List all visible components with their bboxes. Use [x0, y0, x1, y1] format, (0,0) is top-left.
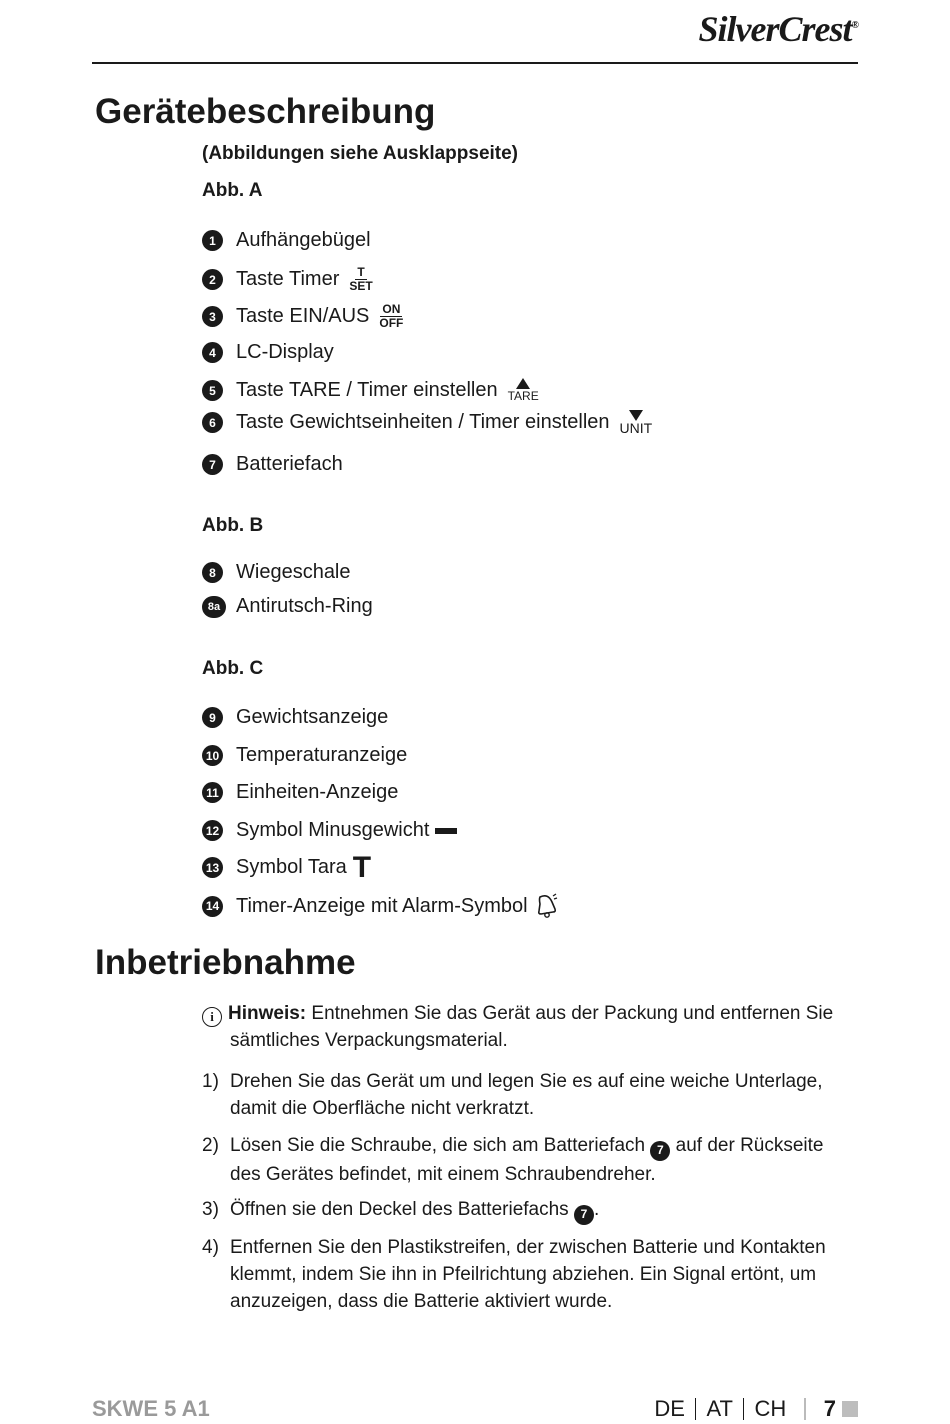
- footer-model-number: SKWE 5 A1: [92, 1396, 210, 1421]
- battery-compartment-ref: 7: [574, 1205, 594, 1225]
- list-item: [202, 706, 388, 729]
- country-code: DE: [654, 1396, 685, 1421]
- item-label: Antirutsch-Ring: [236, 595, 373, 617]
- figure-a-heading: Abb. A: [202, 180, 263, 201]
- list-item: [202, 341, 334, 364]
- list-item: [202, 781, 398, 804]
- list-item: [202, 744, 407, 767]
- step-item: 1) Drehen Sie das Gerät um und legen Sie es auf eine weiche Unterlage, damit die Oberfläche nicht verkratzt.: [202, 1071, 823, 1119]
- list-item: [202, 819, 457, 842]
- item-label: Batteriefach: [236, 453, 343, 475]
- alarm-bell-icon: [534, 893, 558, 919]
- list-item: [202, 595, 373, 618]
- item-number-badge: 9: [202, 707, 223, 728]
- item-number-badge: 13: [202, 857, 223, 878]
- item-number-badge: 14: [202, 896, 223, 917]
- page-number: 7: [823, 1396, 836, 1421]
- item-label: Einheiten-Anzeige: [236, 781, 399, 803]
- item-label: Symbol Tara: [236, 856, 347, 878]
- item-number-badge: 6: [202, 412, 223, 433]
- illustration-note: (Abbildungen siehe Ausklappseite): [202, 143, 519, 164]
- item-label: Wiegeschale: [236, 561, 351, 583]
- on-off-symbol-icon: ON OFF: [379, 302, 404, 330]
- item-number-badge: 12: [202, 820, 223, 841]
- page-marker-icon: [842, 1401, 858, 1417]
- figure-b-heading: Abb. B: [202, 515, 264, 536]
- item-label: Taste EIN/AUS: [236, 305, 370, 327]
- section-title-device-description: Gerätebeschreibung: [95, 92, 436, 131]
- item-label: Taste Timer: [236, 268, 340, 290]
- step-item: 3) Öffnen sie den Deckel des Batteriefachs 7 .: [202, 1196, 852, 1225]
- minus-weight-symbol-icon: [435, 828, 457, 834]
- hint-note: i Hinweis: Entnehmen Sie das Gerät aus der Packung und entfernen Sie sämtliches Verpackungsmaterial.: [202, 1000, 852, 1054]
- item-number-badge: 1: [202, 230, 223, 251]
- info-icon: i: [202, 1007, 222, 1027]
- list-item: [202, 410, 652, 435]
- list-item: [202, 893, 558, 919]
- item-label: Aufhängebügel: [236, 229, 371, 251]
- list-item: [202, 453, 343, 476]
- item-label: Gewichtsanzeige: [236, 706, 389, 728]
- tare-up-arrow-icon: TARE: [508, 378, 539, 403]
- header-divider: [92, 62, 858, 64]
- unit-down-arrow-icon: UNIT: [620, 410, 653, 435]
- battery-compartment-ref: 7: [650, 1141, 670, 1161]
- list-item: [202, 303, 403, 330]
- item-number-badge: 3: [202, 306, 223, 327]
- list-item: [202, 229, 371, 252]
- tara-symbol-icon: T: [352, 850, 372, 884]
- item-number-badge: 8: [202, 562, 223, 583]
- item-label: Symbol Minusgewicht: [236, 819, 430, 841]
- item-number-badge: 4: [202, 342, 223, 363]
- item-label: Taste Gewichtseinheiten / Timer einstellen: [236, 411, 610, 433]
- step-item: 2) Lösen Sie die Schraube, die sich am Batteriefach 7 auf der Rückseite des Gerätes befindet, mit einem Schraubendreher.: [202, 1135, 824, 1185]
- list-item: [202, 561, 351, 584]
- item-label: Timer-Anzeige mit Alarm-Symbol: [236, 894, 528, 917]
- timer-set-symbol-icon: T SET: [349, 265, 373, 293]
- item-number-badge: 5: [202, 380, 223, 401]
- list-item: [202, 850, 372, 884]
- footer-page-info: [654, 1396, 858, 1422]
- item-number-badge: 8a: [202, 596, 226, 618]
- item-label: Temperaturanzeige: [236, 744, 408, 766]
- item-label: LC-Display: [236, 341, 334, 363]
- country-code: AT: [706, 1396, 733, 1421]
- brand-logo: SilverCrest®: [698, 9, 858, 49]
- item-number-badge: 2: [202, 269, 223, 290]
- item-number-badge: 10: [202, 745, 223, 766]
- item-number-badge: 7: [202, 454, 223, 475]
- item-label: Taste TARE / Timer einstellen: [236, 379, 498, 401]
- figure-c-heading: Abb. C: [202, 658, 264, 679]
- list-item: [202, 266, 373, 293]
- section-title-startup: Inbetriebnahme: [95, 943, 356, 982]
- step-item: 4) Entfernen Sie den Plastikstreifen, der zwischen Batterie und Kontakten klemmt, indem Sie ihn in Pfeilrichtung abziehen. Ein Signal ertönt, um anzuzeigen, dass die Batterie aktiviert wurde.: [202, 1237, 826, 1312]
- country-code: CH: [754, 1396, 787, 1421]
- item-number-badge: 11: [202, 782, 223, 803]
- list-item: [202, 378, 539, 403]
